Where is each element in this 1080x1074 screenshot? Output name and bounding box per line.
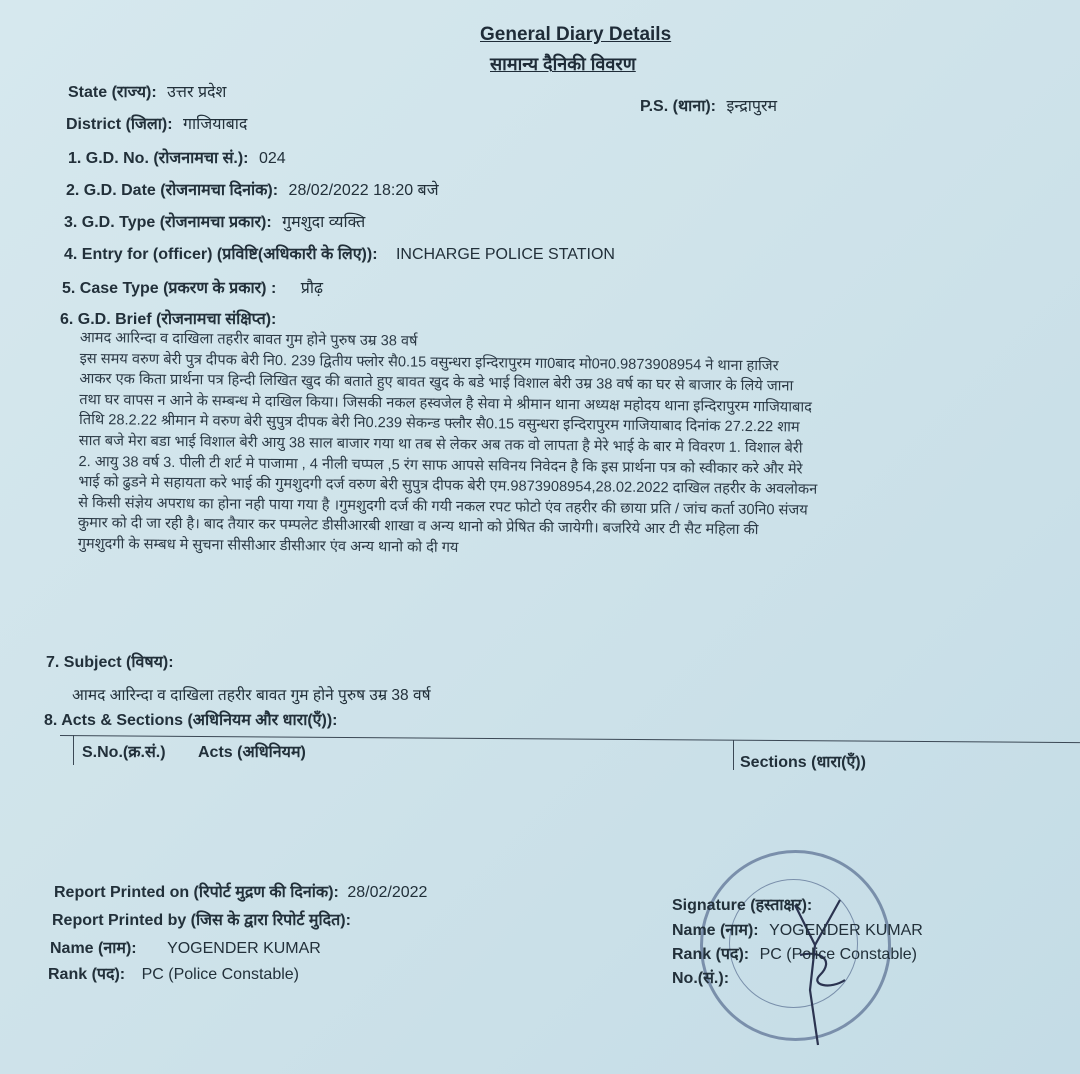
acts-table-border [73,735,74,765]
district-value: गाजियाबाद [183,116,248,133]
printer-name-label: Name (नाम): [50,940,137,957]
signer-rank-value: PC (Police Constable) [759,946,917,963]
brief-line: सात बजे मेरा बडा भाई विशाल बेरी आयु 38 साल बाजार गया था तब से लेकर अब तक वो लापता है मेरे भाई के बार मे विवरण 1. विशाल बेरी [78,432,803,457]
brief-line: से किसी संज्ञेय अपराध का होना नही पाया गया है ।गुमशुदगी दर्ज की गयी नकल रपट फोटो एंव तहरीर की छाया प्रति / जांच कर्ता उ0नि0 संजय [78,494,808,519]
acts-row [44,708,338,730]
acts-header-sections: Sections (धारा(एँ)) [740,754,866,771]
district-row [66,112,247,134]
case-type-value: प्रौढ़ [300,280,323,297]
gd-date-row [66,178,439,200]
brief-row [60,307,276,329]
printer-name-value: YOGENDER KUMAR [167,940,321,957]
entry-for-value: INCHARGE POLICE STATION [395,246,615,263]
gd-type-label: 3. G.D. Type (रोजनामचा प्रकार): [64,214,272,231]
district-label: District (जिला): [66,116,173,133]
brief-line: तिथि 28.2.22 श्रीमान मे वरुण बेरी सुपुत्र दीपक बेरी नि0.239 सेकन्ड फ्लौर सै0.15 वसुन्धरा इन्दिरापुरम गाजियाबाद दिनांक 27.2.22 शाम [78,412,800,436]
gd-no-row [68,146,286,168]
signer-rank-row [672,942,917,964]
brief-label: 6. G.D. Brief (रोजनामचा संक्षिप्त): [60,311,277,328]
brief-line: इस समय वरुण बेरी पुत्र दीपक बेरी नि0. 239 द्वितीय फ्लोर सै0.15 वसुन्धरा इन्दिरापुरम गा0बाद मो0न0.9873908954 ने थाना हाजिर [79,350,779,374]
state-value: उत्तर प्रदेश [167,84,227,101]
gd-no-label: 1. G.D. No. (रोजनामचा सं.): [68,150,249,167]
brief-line: तथा घर वापस न आने के सम्बन्ध मे दाखिल किया। जिसकी नकल हस्वजेल है सेवा मे श्रीमान थाना अध्यक्ष महोदय थाना इन्दिरापुरम गाजियाबाद [79,391,813,416]
brief-text [78,328,1075,565]
signer-name-value: YOGENDER KUMAR [769,922,923,939]
signer-name-label: Name (नाम): [672,922,759,939]
signer-name-row [672,918,923,940]
signature-row [672,893,812,915]
ps-row [640,94,777,116]
printer-rank-row [48,962,299,984]
printed-by-row [52,908,351,930]
subject-label: 7. Subject (विषय): [46,654,174,671]
brief-line: गुमशुदगी के सम्बध मे सुचना सीसीआर डीसीआर एंव अन्य थानो को दी गय [77,535,459,556]
brief-line: कुमार को दी जा रही है। बाद तैयार कर पम्पलेट डीसीआरबी शाखा व अन्य थानो को प्रेषित की जायेगी। बजरिये आर टी सैट महिला की [77,515,759,539]
case-type-row [62,276,323,298]
acts-header-sno: S.No.(क्र.सं.) [82,744,166,761]
printer-name-row [50,936,321,958]
acts-header-acts: Acts (अधिनियम) [198,744,306,761]
signer-no-row [672,966,729,988]
ps-value: इन्द्रापुरम [726,98,778,115]
printed-by-label: Report Printed by (जिस के द्वारा रिपोर्ट मुदित): [52,912,351,929]
gd-date-value: 28/02/2022 18:20 बजे [288,182,439,199]
printed-on-value: 28/02/2022 [347,884,428,901]
gd-type-value: गुमशुदा व्यक्ति [282,214,366,231]
ps-label: P.S. (थाना): [640,98,716,115]
printer-rank-label: Rank (पद): [48,966,126,983]
printer-rank-value: PC (Police Constable) [141,966,299,983]
entry-for-label: 4. Entry for (officer) (प्रविष्टि(अधिकारी के लिए)): [64,246,378,263]
brief-line: आमद आरिन्दा व दाखिला तहरीर बावत गुम होने पुरुष उम्र 38 वर्ष [79,329,418,350]
state-row [68,80,226,102]
document-subtitle: सामान्य दैनिकी विवरण [490,54,636,74]
gd-no-value: 024 [258,150,286,167]
printed-on-label: Report Printed on (रिपोर्ट मुद्रण की दिनांक): [54,884,339,901]
acts-label: 8. Acts & Sections (अधिनियम और धारा(एँ)): [44,712,338,729]
signer-rank-label: Rank (पद): [672,946,750,963]
gd-type-row [64,210,365,232]
subject-row [46,650,174,672]
acts-table-border [733,740,734,770]
state-label: State (राज्य): [68,84,157,101]
gd-date-label: 2. G.D. Date (रोजनामचा दिनांक): [66,182,279,199]
brief-line: भाई को ढुडने मे सहायता करे भाई की गुमशुदगी दर्ज वरुण बेरी सुपुत्र दीपक बेरी एम.9873908954,28.02.2022 दाखिल तहरीर के अवलोकन [78,474,818,498]
printed-on-row [54,880,427,902]
brief-line: 2. आयु 38 वर्ष 3. पीली टी शर्ट मे पाजामा , 4 नीली चप्पल ,5 रंग साफ आपसे सविनय निवेदन है कि इस प्रार्थना पत्र को स्वीकार करे और मेरे [78,453,803,478]
subject-value: आमद आरिन्दा व दाखिला तहरीर बावत गुम होने पुरुष उम्र 38 वर्ष [72,687,431,704]
signature-label: Signature (हस्ताक्षर): [672,897,813,914]
case-type-label: 5. Case Type (प्रकरण के प्रकार) : [62,280,277,297]
signer-no-label: No.(सं.): [672,970,730,987]
brief-line: आकर एक किता प्रार्थना पत्र हिन्दी लिखित खुद की बताते हुए बावत खुद के बडे भाई विशाल बेरी उम्र 38 वर्ष का घर से बाजार के लिये जाना [79,371,794,395]
document-title: General Diary Details [480,24,672,45]
entry-for-row [64,242,615,264]
